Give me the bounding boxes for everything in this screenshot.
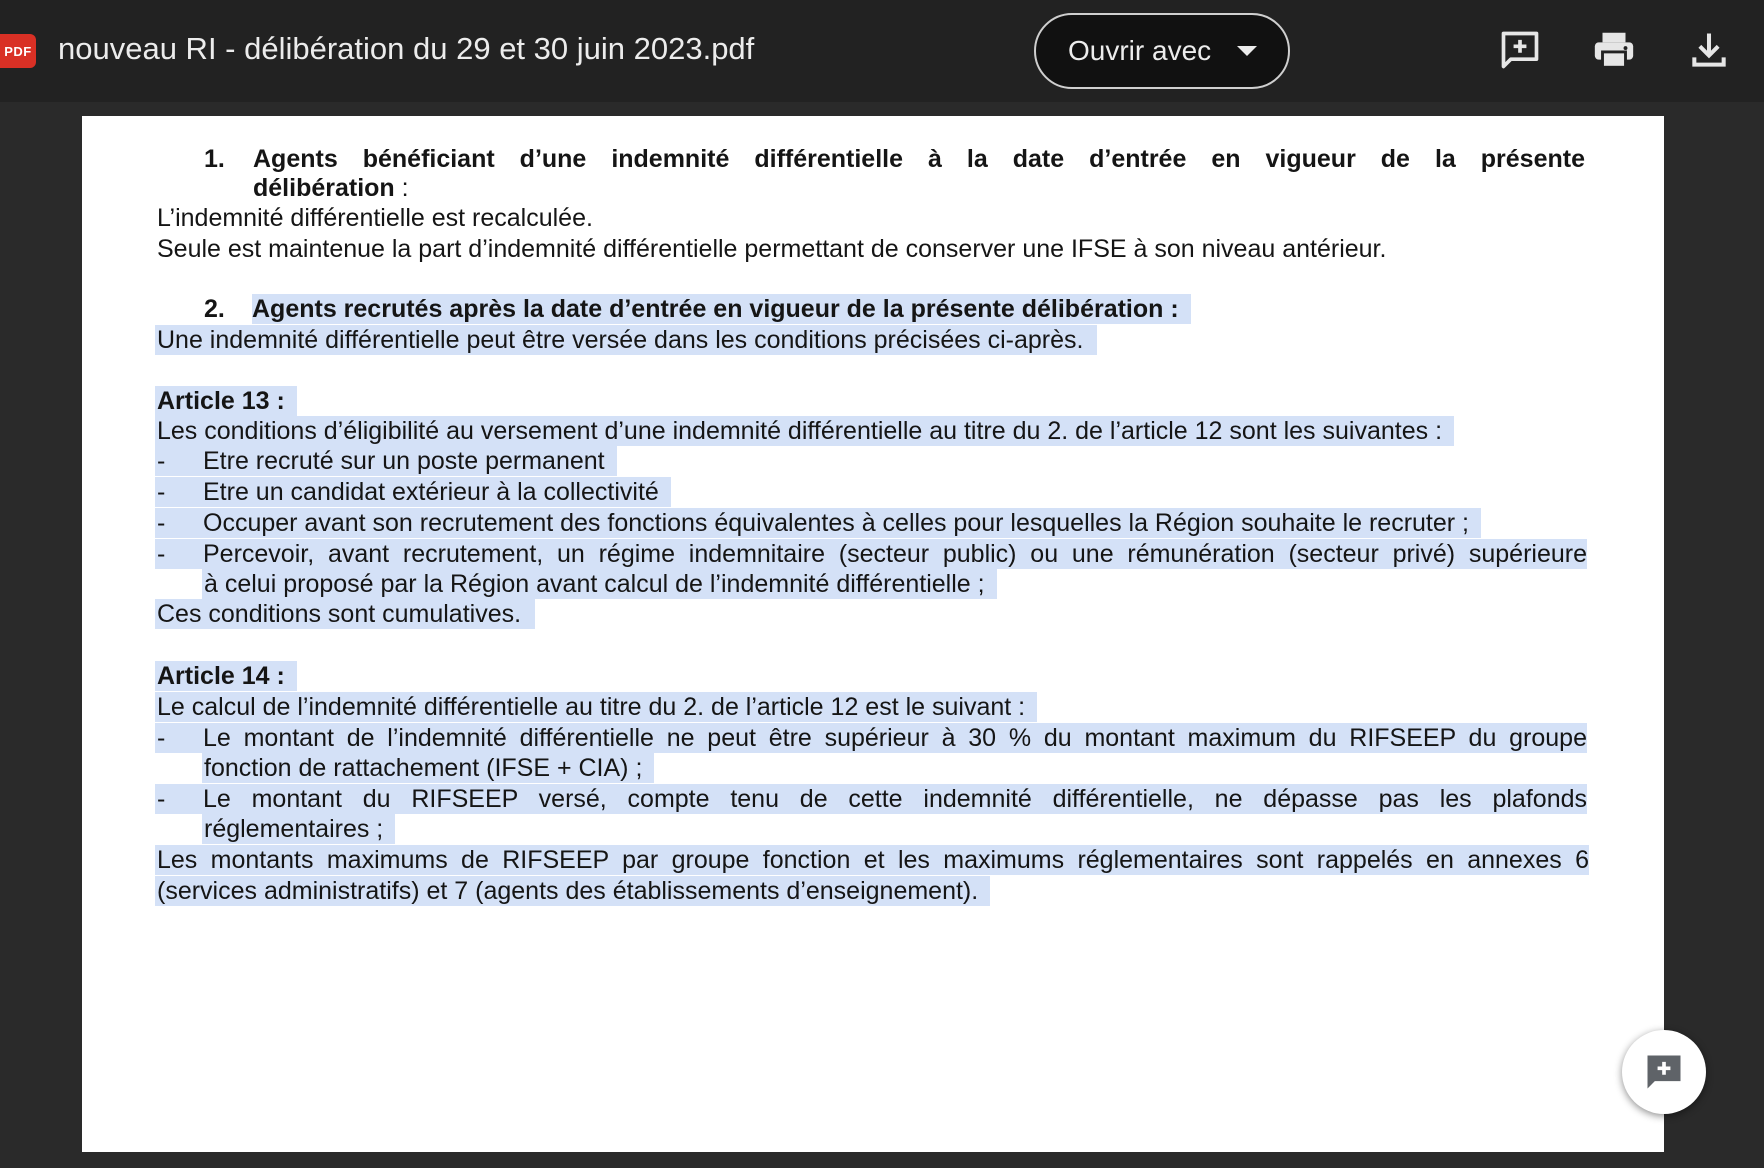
article-13-item: Occuper avant son recrutement des fonctions équivalentes à celles pour lesquelles la Région souhaite le recruter ; [203, 508, 1481, 538]
article-13-item: Etre recruté sur un poste permanent [203, 446, 617, 476]
paragraph: L’indemnité différentielle est recalculée. [157, 204, 593, 232]
bullet: - [155, 477, 205, 507]
add-comment-fab[interactable] [1622, 1030, 1706, 1114]
open-with-label: Ouvrir avec [1068, 35, 1212, 66]
item1-heading: Agents bénéficiant d’une indemnité différentielle à la date d’entrée en vigueur de la présente [253, 145, 1585, 173]
article-14-item-cont: réglementaires ; [202, 814, 395, 844]
article-13-intro: Les conditions d’éligibilité au versement d’une indemnité différentielle au titre du 2. de l’article 12 sont les suivantes : [155, 416, 1454, 446]
bullet: - [155, 446, 205, 476]
print-button[interactable] [1588, 24, 1640, 76]
article-13-title: Article 13 : [155, 386, 297, 416]
article-14-title: Article 14 : [155, 661, 297, 691]
open-with-button[interactable] [1034, 13, 1290, 89]
paragraph: Les montants maximums de RIFSEEP par groupe fonction et les maximums réglementaires sont rappelés en annexes 6 [157, 846, 1589, 874]
add-comment-icon [1498, 28, 1542, 72]
add-comment-icon [1642, 1050, 1686, 1094]
file-name: nouveau RI - délibération du 29 et 30 juin 2023.pdf [58, 31, 755, 66]
paragraph: Ces conditions sont cumulatives. [155, 599, 535, 629]
caret-down-icon [1237, 46, 1257, 56]
article-13-item: Etre un candidat extérieur à la collectivité [203, 477, 671, 507]
pdf-file-icon: PDF [0, 34, 36, 68]
item1-heading-cont: délibération : [253, 174, 409, 202]
viewer-toolbar [0, 0, 1764, 102]
bullet: - [155, 508, 205, 538]
bullet: - [155, 784, 205, 814]
paragraph: Seule est maintenue la part d’indemnité différentielle permettant de conserver une IFSE à son niveau antérieur. [157, 235, 1387, 263]
article-14-item: Le montant du RIFSEEP versé, compte tenu de cette indemnité différentielle, ne dépasse pas les plafonds [203, 785, 1587, 813]
paragraph: Une indemnité différentielle peut être versée dans les conditions précisées ci-après. [155, 325, 1097, 355]
item2-number: 2. [204, 295, 225, 323]
download-button[interactable] [1683, 24, 1735, 76]
bullet: - [155, 539, 205, 569]
article-14-intro: Le calcul de l’indemnité différentielle au titre du 2. de l’article 12 est le suivant : [155, 692, 1037, 722]
pdf-page [82, 116, 1664, 1152]
download-icon [1687, 28, 1731, 72]
print-icon [1591, 27, 1637, 73]
article-13-item: Percevoir, avant recrutement, un régime indemnitaire (secteur public) ou une rémunération (secteur privé) supérieure [203, 540, 1587, 568]
bullet: - [155, 723, 205, 753]
item1-number: 1. [204, 145, 225, 173]
article-14-item-cont: fonction de rattachement (IFSE + CIA) ; [202, 753, 654, 783]
article-14-item: Le montant de l’indemnité différentielle ne peut être supérieur à 30 % du montant maximum du RIFSEEP du groupe [203, 724, 1587, 752]
paragraph: (services administratifs) et 7 (agents des établissements d’enseignement). [155, 876, 990, 906]
item2-heading: Agents recrutés après la date d’entrée en vigueur de la présente délibération : [252, 294, 1191, 324]
article-13-item-cont: à celui proposé par la Région avant calcul de l’indemnité différentielle ; [202, 569, 997, 599]
add-comment-button[interactable] [1494, 24, 1546, 76]
